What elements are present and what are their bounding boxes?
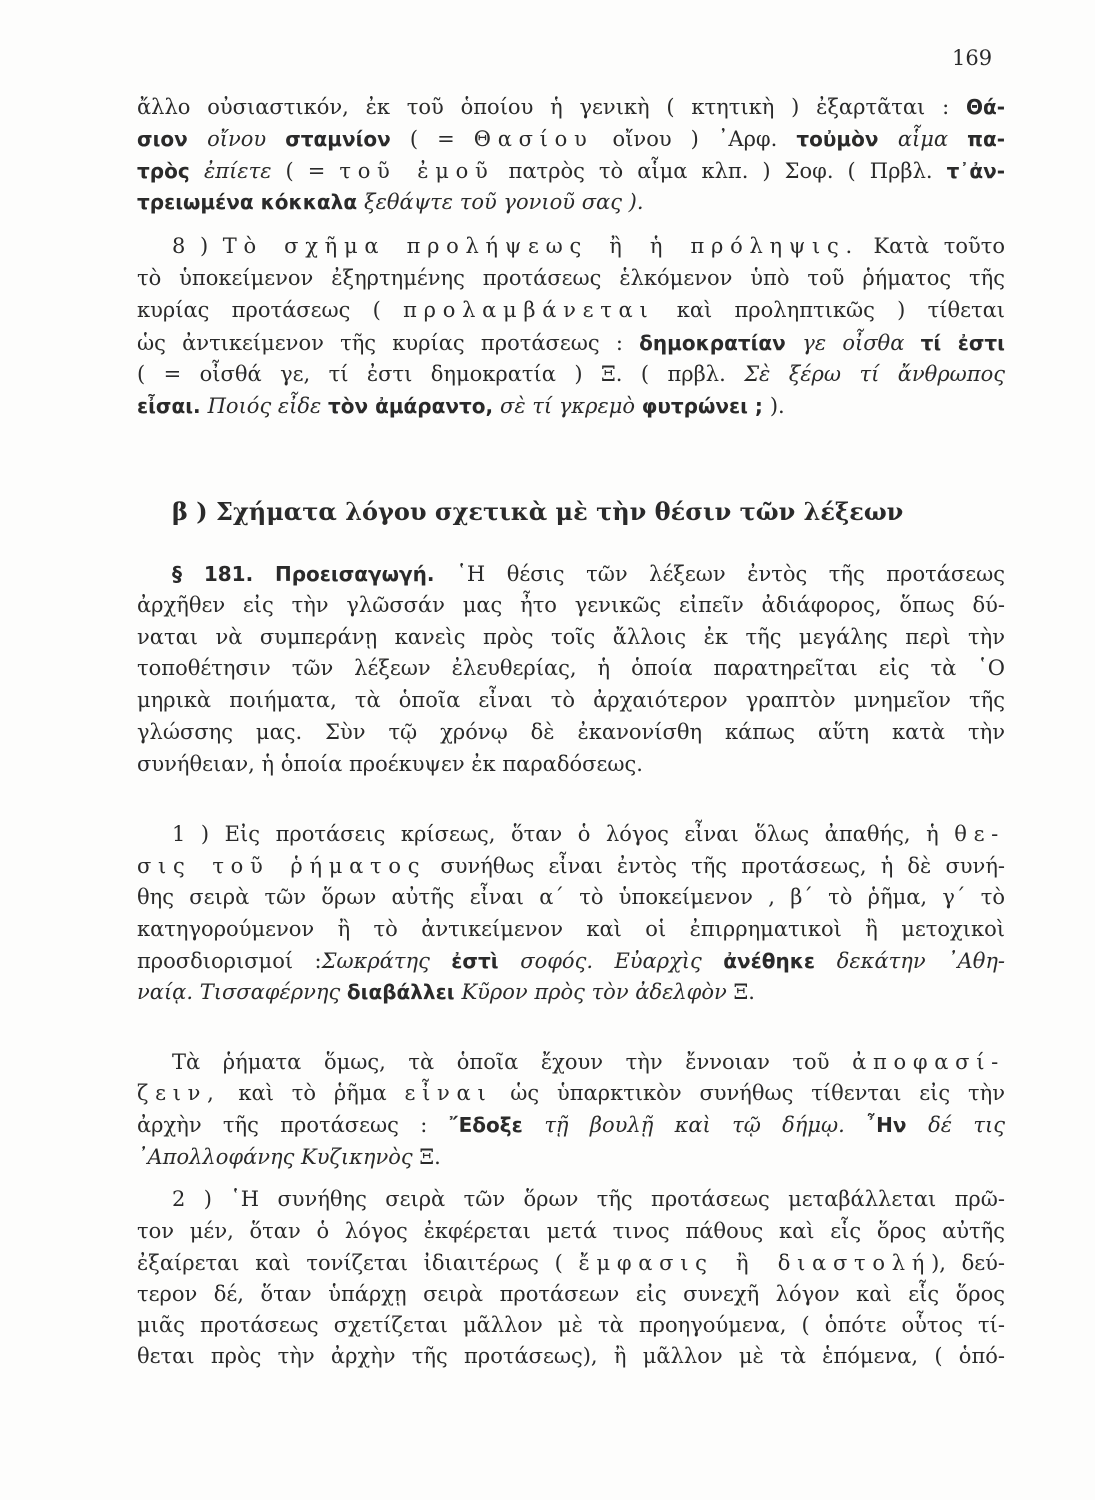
text-run: ὡς ἀντικείμενον τῆς κυρίας προτάσεως : bbox=[137, 331, 640, 355]
bold-text: τὸν ἀμάραντο, bbox=[327, 394, 501, 418]
italic-text: Ποιός εἶδε bbox=[207, 394, 328, 418]
spaced-text: ἀποφασί- bbox=[852, 1050, 1005, 1074]
italic-text: σοφός. Εὐαρχὶς bbox=[520, 949, 724, 973]
page-number: 169 bbox=[952, 46, 993, 70]
text-line bbox=[137, 360, 1005, 388]
text-line bbox=[172, 560, 1005, 588]
text-line bbox=[137, 654, 1005, 682]
spaced-text: προλαμβάνεται bbox=[403, 298, 655, 322]
italic-text: γε οἶσθα bbox=[802, 331, 921, 355]
bold-text: εἶσαι. bbox=[137, 394, 208, 418]
text-run: ναται νὰ συμπεράνῃ κανεὶς πρὸς τοῖς ἄλλοις ἐκ τῆς μεγάλης περὶ τὴν bbox=[137, 625, 1005, 649]
text-run: Ξ. bbox=[419, 1145, 441, 1169]
text-run: ( = bbox=[285, 159, 340, 183]
text-run: θεται πρὸς τὴν ἀρχὴν τῆς προτάσεως), ἢ μᾶλλον μὲ τὰ ἑπόμενα, ( ὁπό- bbox=[137, 1344, 1005, 1368]
text-line bbox=[137, 1249, 1005, 1277]
text-run: συνήθως εἶναι ἐντὸς τῆς προτάσεως, ἡ δὲ συνή- bbox=[426, 854, 1005, 878]
text-line bbox=[172, 1048, 1005, 1076]
text-line bbox=[137, 978, 1005, 1006]
text-line bbox=[137, 750, 1005, 778]
text-run: Ξ. bbox=[733, 980, 755, 1004]
text-run: ἀρχῆθεν εἰς τὴν γλῶσσάν μας ἦτο γενικῶς εἰπεῖν ἀδιάφορος, ὅπως δύ- bbox=[137, 593, 1005, 617]
italic-text: Κῦρον πρὸς τὸν ἀδελφὸν bbox=[461, 980, 734, 1004]
text-run: ( = bbox=[390, 127, 474, 151]
spaced-text: σις τοῦ ῥήματος bbox=[137, 854, 427, 878]
text-line bbox=[137, 1342, 1005, 1370]
text-run: 1 ) Εἰς προτάσεις κρίσεως, ὅταν ὁ λόγος εἶναι ὅλως ἀπαθής, ἡ bbox=[172, 822, 955, 846]
text-run: ἐξαίρεται καὶ τονίζεται ἰδιαιτέρως ( bbox=[137, 1251, 579, 1275]
text-line bbox=[137, 852, 1005, 880]
text-run: πατρὸς τὸ αἷμα κλπ. ) Σοφ. ( Πρβλ. bbox=[494, 159, 947, 183]
bold-text: ῏Ην bbox=[866, 1113, 929, 1137]
text-line bbox=[172, 1185, 1005, 1213]
text-line bbox=[137, 1311, 1005, 1339]
text-line bbox=[137, 1079, 1005, 1107]
text-run: συνήθειαν, ἡ ὁποία προέκυψεν ἐκ παραδόσεως. bbox=[137, 752, 643, 776]
text-run: Κατὰ τοῦτο bbox=[858, 234, 1006, 258]
text-line bbox=[172, 232, 1005, 260]
bold-text: τρειωμένα κόκκαλα bbox=[137, 190, 365, 214]
text-line bbox=[137, 1143, 1005, 1171]
text-run: ( = οἶσθά γε, τί ἐστι δημοκρατία ) Ξ. ( πρβλ. bbox=[137, 362, 745, 386]
bold-text: ἀνέθηκε bbox=[723, 949, 837, 973]
text-run: τον μέν, ὅταν ὁ λόγος ἐκφέρεται μετά τινος πάθους καὶ εἷς ὅρος αὐτῆς bbox=[137, 1219, 1005, 1243]
text-run: β ) Σχήματα λόγου σχετικὰ μὲ τὴν θέσιν τῶν λέξεων bbox=[172, 497, 904, 526]
text-run: θης σειρὰ τῶν ὅρων αὐτῆς εἶναι α΄ τὸ ὑποκείμενον , β΄ τὸ ῥῆμα, γ΄ τὸ bbox=[137, 885, 1005, 909]
text-line bbox=[137, 591, 1005, 619]
italic-text: τῇ βουλῇ καὶ τῷ δήμῳ. bbox=[544, 1113, 867, 1137]
text-line bbox=[137, 947, 1005, 975]
text-line bbox=[137, 623, 1005, 651]
spaced-text: θε- bbox=[954, 822, 1005, 846]
text-run: ). bbox=[769, 394, 785, 418]
italic-text: σὲ τί γκρεμὸ bbox=[500, 394, 642, 418]
text-line bbox=[137, 1280, 1005, 1308]
text-run: μιᾶς προτάσεως σχετίζεται μᾶλλον μὲ τὰ προηγούμενα, ( ὁπότε οὗτος τί- bbox=[137, 1313, 1005, 1337]
italic-text: οἴνου bbox=[207, 127, 286, 151]
text-run: μηρικὰ ποιήματα, τὰ ὁποῖα εἶναι τὸ ἀρχαιότερον γραπτὸν μνημεῖον τῆς bbox=[137, 688, 1005, 712]
text-run: ἄλλο οὐσιαστικόν, ἐκ τοῦ ὁποίου ἡ γενικὴ ( κτητικὴ ) ἐξαρτᾶται : bbox=[137, 95, 966, 119]
bold-text: τί ἐστι bbox=[920, 331, 1005, 355]
text-run: καὶ τὸ ῥῆμα bbox=[220, 1081, 405, 1105]
text-line bbox=[137, 1111, 1005, 1139]
bold-text: Θά- bbox=[965, 95, 1005, 119]
bold-text: πα- bbox=[967, 127, 1006, 151]
italic-text: ἐπίετε bbox=[204, 159, 286, 183]
italic-text: Σωκράτης bbox=[321, 949, 452, 973]
text-run: οἴνου ) ᾿Αρφ. bbox=[593, 127, 797, 151]
italic-text: δέ τις bbox=[928, 1113, 1006, 1137]
text-run: γλώσσης μας. Σὺν τῷ χρόνῳ δὲ ἐκανονίσθη κάπως αὕτη κατὰ τὴν bbox=[137, 720, 1005, 744]
text-line bbox=[137, 264, 1005, 292]
spaced-text: Τὸ σχῆμα προλήψεως ἢ ἡ πρόληψις. bbox=[222, 234, 859, 258]
spaced-text: εἶναι bbox=[404, 1081, 493, 1105]
bold-text: σιον bbox=[137, 127, 208, 151]
bold-text: τρὸς bbox=[137, 159, 204, 183]
section-heading bbox=[172, 498, 972, 526]
bold-text: ῎Εδοξε bbox=[448, 1113, 545, 1137]
text-run: ὡς ὑπαρκτικὸν συνήθως τίθενται εἰς τὴν bbox=[492, 1081, 1005, 1105]
bold-text: σταμνίον bbox=[285, 127, 391, 151]
bold-text: § 181. Προεισαγωγή. bbox=[172, 562, 457, 586]
bold-text: δημοκρατίαν bbox=[639, 331, 803, 355]
text-run: ἀρχὴν τῆς προτάσεως : bbox=[137, 1113, 449, 1137]
text-run: καὶ προληπτικῶς ) τίθεται bbox=[654, 298, 1006, 322]
text-run: κυρίας προτάσεως ( bbox=[137, 298, 404, 322]
bold-text: διαβάλλει bbox=[346, 980, 462, 1004]
text-line bbox=[137, 93, 1005, 121]
italic-text: Σὲ ξέρω τί ἄνθρωπος bbox=[744, 362, 1005, 386]
italic-text: δεκάτην ᾿Αθη- bbox=[836, 949, 1006, 973]
bold-text: ἐστὶ bbox=[451, 949, 521, 973]
text-line bbox=[137, 718, 1005, 746]
text-run: 8 ) bbox=[172, 234, 223, 258]
italic-text: αἷμα bbox=[897, 127, 968, 151]
text-line bbox=[137, 188, 1005, 216]
bold-text: τ᾿ἀν- bbox=[946, 159, 1006, 183]
spaced-text: ἔμφασις ἢ διαστολή bbox=[578, 1251, 932, 1275]
text-line bbox=[137, 125, 1005, 153]
spaced-text: Θασίου bbox=[473, 127, 594, 151]
text-line bbox=[137, 686, 1005, 714]
spaced-text: ζειν, bbox=[137, 1081, 221, 1105]
text-run: προσδιορισμοί : bbox=[137, 949, 322, 973]
text-run: τὸ ὑποκείμενον ἐξηρτημένης προτάσεως ἑλκόμενον ὑπὸ τοῦ ῥήματος τῆς bbox=[137, 266, 1005, 290]
italic-text: ᾿Απολλοφάνης Κυζικηνὸς bbox=[137, 1145, 420, 1169]
text-line bbox=[137, 1217, 1005, 1245]
text-run: Τὰ ῥήματα ὅμως, τὰ ὁποῖα ἔχουν τὴν ἔννοιαν τοῦ bbox=[172, 1050, 853, 1074]
bold-text: φυτρώνει ; bbox=[641, 394, 770, 418]
text-run: τερον δέ, ὅταν ὑπάρχῃ σειρὰ προτάσεων εἰς συνεχῆ λόγον καὶ εἷς ὅρος bbox=[137, 1282, 1005, 1306]
text-run: τοποθέτησιν τῶν λέξεων ἐλευθερίας, ἡ ὁποία παρατηρεῖται εἰς τὰ ῾Ο bbox=[137, 656, 1005, 680]
text-line bbox=[137, 329, 1005, 357]
text-line bbox=[137, 915, 1005, 943]
spaced-text: τοῦ ἐμοῦ bbox=[339, 159, 495, 183]
text-run: κατηγορούμενον ἢ τὸ ἀντικείμενον καὶ οἱ ἐπιρρηματικοὶ ἢ μετοχικοὶ bbox=[137, 917, 1005, 941]
text-run: 2 ) ῾Η συνήθης σειρὰ τῶν ὅρων τῆς προτάσεως μεταβάλλεται πρῶ- bbox=[172, 1187, 1005, 1211]
text-line bbox=[137, 883, 1005, 911]
text-line bbox=[137, 157, 1005, 185]
bold-text: τοὐμὸν bbox=[796, 127, 898, 151]
text-run: ῾Η θέσις τῶν λέξεων ἐντὸς τῆς προτάσεως bbox=[456, 562, 1005, 586]
italic-text: ναίᾳ. Τισσαφέρνης bbox=[137, 980, 347, 1004]
text-line bbox=[137, 296, 1005, 324]
text-line bbox=[137, 392, 1005, 420]
text-line bbox=[172, 820, 1005, 848]
italic-text: ξεθάψτε τοῦ γονιοῦ σας ). bbox=[364, 190, 644, 214]
text-run: ), δεύ- bbox=[931, 1251, 1005, 1275]
